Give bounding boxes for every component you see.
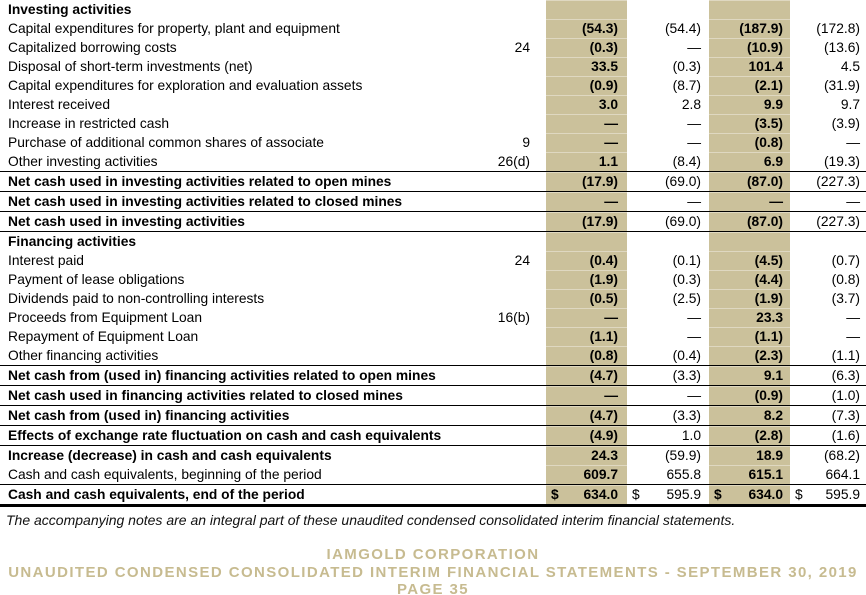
value-col1 [546, 0, 627, 19]
value-col1: — [546, 133, 627, 152]
note-reference [460, 465, 546, 485]
note-reference [460, 172, 546, 192]
value-col2: — [687, 116, 701, 131]
value-col1 [546, 232, 627, 252]
value-col1: (4.7) [546, 366, 627, 386]
value-col4: 9.7 [840, 97, 860, 112]
table-row [0, 95, 866, 114]
value-col3: 615.1 [709, 465, 790, 485]
value-col3: (87.0) [709, 212, 790, 232]
note-reference [460, 346, 546, 366]
value-col4: (7.3) [790, 406, 866, 426]
table-row [0, 446, 866, 466]
row-label: Interest paid [8, 253, 84, 268]
row-label: Cash and cash equivalents, end of the period [0, 485, 460, 506]
value-col4: (3.7) [831, 291, 860, 306]
table-row [0, 57, 866, 76]
table-row [0, 308, 866, 327]
value-col3: (0.8) [709, 133, 790, 152]
note-reference [460, 446, 546, 466]
money-cell [709, 485, 783, 504]
table-row [0, 426, 866, 446]
note-reference [460, 19, 546, 38]
value-col3: (10.9) [709, 38, 790, 57]
note-reference [460, 0, 546, 19]
note-reference [460, 95, 546, 114]
value-col2: 655.8 [666, 467, 701, 482]
value-col4: — [846, 310, 860, 325]
value-col4 [790, 0, 866, 19]
value-col2: (69.0) [627, 212, 709, 232]
value-col2: (69.0) [627, 172, 709, 192]
value-col3: — [709, 192, 790, 212]
value-col2: (54.4) [664, 21, 701, 36]
table-row [0, 270, 866, 289]
table-row [0, 114, 866, 133]
value-col2 [627, 232, 709, 252]
cell-value: 595.9 [666, 487, 701, 502]
value-col1: (54.3) [546, 19, 627, 38]
value-col1 [546, 485, 627, 506]
table-row [0, 172, 866, 192]
row-label: Increase (decrease) in cash and cash equivalents [0, 446, 460, 466]
value-col2: (0.3) [672, 272, 701, 287]
value-col1: (0.4) [546, 251, 627, 270]
value-col1: (0.9) [546, 76, 627, 95]
money-cell [627, 485, 701, 504]
value-col4: 4.5 [840, 59, 860, 74]
value-col4: — [846, 135, 860, 150]
table-row [0, 192, 866, 212]
document-footer [0, 546, 866, 595]
table-row [0, 76, 866, 95]
value-col2: — [687, 135, 701, 150]
value-col3: (4.5) [709, 251, 790, 270]
currency-symbol: $ [714, 487, 722, 502]
value-col1: (17.9) [546, 212, 627, 232]
value-col4: — [846, 329, 860, 344]
value-col2 [627, 485, 709, 506]
note-reference: 24 [514, 40, 530, 55]
value-col4: (6.3) [790, 366, 866, 386]
row-label: Dividends paid to non-controlling interests [8, 291, 265, 306]
value-col1: (0.5) [546, 289, 627, 308]
value-col2: (3.3) [627, 366, 709, 386]
value-col1: — [546, 386, 627, 406]
value-col4: (19.3) [823, 154, 860, 169]
value-col3: 18.9 [709, 446, 790, 466]
row-label: Net cash from (used in) financing activities [0, 406, 460, 426]
value-col4: 664.1 [825, 467, 860, 482]
cell-value: 634.0 [748, 487, 783, 502]
value-col2: — [627, 192, 709, 212]
footnote: The accompanying notes are an integral part of these unaudited condensed consolidated interim financial statements. [6, 512, 736, 528]
note-reference [460, 270, 546, 289]
value-col3: (4.4) [709, 270, 790, 289]
table-row [0, 485, 866, 506]
row-label: Effects of exchange rate fluctuation on cash and cash equivalents [0, 426, 460, 446]
value-col3: (1.1) [709, 327, 790, 346]
value-col3 [709, 232, 790, 252]
table-row [0, 212, 866, 232]
row-label: Net cash used in investing activities related to open mines [0, 172, 460, 192]
footer-title: UNAUDITED CONDENSED CONSOLIDATED INTERIM FINANCIAL STATEMENTS - SEPTEMBER 30, 2019 [8, 563, 858, 581]
table-row [0, 289, 866, 308]
row-label: Purchase of additional common shares of associate [8, 135, 324, 150]
value-col4: (68.2) [790, 446, 866, 466]
value-col1: 3.0 [546, 95, 627, 114]
currency-symbol: $ [551, 487, 559, 502]
value-col2: — [687, 310, 701, 325]
value-col4: (1.0) [790, 386, 866, 406]
value-col4: (172.8) [816, 21, 860, 36]
value-col4: (0.7) [831, 253, 860, 268]
value-col2: (0.1) [672, 253, 701, 268]
value-col2: 1.0 [627, 426, 709, 446]
table-row [0, 327, 866, 346]
value-col1: — [546, 192, 627, 212]
value-col1: — [546, 308, 627, 327]
table-row [0, 251, 866, 270]
value-col4: (0.8) [831, 272, 860, 287]
money-cell [546, 485, 618, 504]
value-col1: 24.3 [546, 446, 627, 466]
value-col3: (187.9) [709, 19, 790, 38]
table-row [0, 386, 866, 406]
value-col1: (4.7) [546, 406, 627, 426]
value-col2: (59.9) [627, 446, 709, 466]
value-col1: (0.8) [546, 346, 627, 366]
value-col4 [790, 485, 866, 506]
row-label: Capital expenditures for property, plant and equipment [8, 21, 340, 36]
value-col3 [709, 485, 790, 506]
currency-symbol: $ [795, 487, 803, 502]
row-label: Net cash from (used in) financing activities related to open mines [0, 366, 460, 386]
value-col2: — [687, 40, 701, 55]
note-reference [460, 114, 546, 133]
row-label: Investing activities [8, 2, 132, 17]
note-reference [460, 289, 546, 308]
note-reference [460, 426, 546, 446]
value-col3: (1.9) [709, 289, 790, 308]
value-col3: 23.3 [709, 308, 790, 327]
table-row [0, 152, 866, 172]
value-col4: (13.6) [823, 40, 860, 55]
value-col4: (3.9) [831, 116, 860, 131]
table-row [0, 38, 866, 57]
value-col1: (4.9) [546, 426, 627, 446]
value-col2: (2.5) [672, 291, 701, 306]
row-label: Capital expenditures for exploration and evaluation assets [8, 78, 363, 93]
value-col2: — [687, 329, 701, 344]
footer-company: IAMGOLD CORPORATION [326, 546, 540, 563]
value-col4 [790, 232, 866, 252]
row-label: Cash and cash equivalents, beginning of the period [8, 467, 322, 482]
row-label: Other investing activities [8, 154, 158, 169]
note-reference [460, 57, 546, 76]
cell-value: 634.0 [583, 487, 618, 502]
currency-symbol: $ [632, 487, 640, 502]
table-row [0, 232, 866, 252]
table-row [0, 465, 866, 485]
value-col3: (87.0) [709, 172, 790, 192]
note-reference: 16(b) [497, 310, 530, 325]
note-reference [460, 406, 546, 426]
note-reference [460, 366, 546, 386]
table-row [0, 133, 866, 152]
value-col1: 1.1 [546, 152, 627, 172]
note-reference [460, 212, 546, 232]
value-col4: (1.6) [790, 426, 866, 446]
row-label: Net cash used in investing activities [0, 212, 460, 232]
row-label: Net cash used in financing activities related to closed mines [0, 386, 460, 406]
value-col3: 8.2 [709, 406, 790, 426]
row-label: Proceeds from Equipment Loan [8, 310, 203, 325]
value-col2: (8.4) [672, 154, 701, 169]
value-col2: 2.8 [681, 97, 701, 112]
table-row [0, 19, 866, 38]
value-col2: (8.7) [672, 78, 701, 93]
value-col4: (31.9) [823, 78, 860, 93]
money-cell [790, 485, 860, 504]
value-col1: (0.3) [546, 38, 627, 57]
footer-page: PAGE 35 [396, 581, 470, 595]
value-col3: (2.1) [709, 76, 790, 95]
table-row [0, 346, 866, 366]
value-col4: (1.1) [831, 348, 860, 363]
note-reference: 9 [522, 135, 530, 150]
value-col1: 609.7 [546, 465, 627, 485]
value-col3: (0.9) [709, 386, 790, 406]
value-col3: (2.8) [709, 426, 790, 446]
value-col2: (0.3) [672, 59, 701, 74]
note-reference [460, 485, 546, 506]
value-col4: (227.3) [790, 212, 866, 232]
row-label: Net cash used in investing activities related to closed mines [0, 192, 460, 212]
note-reference: 24 [514, 253, 530, 268]
row-label: Payment of lease obligations [8, 272, 185, 287]
note-reference [460, 76, 546, 95]
value-col2 [627, 0, 709, 19]
row-label: Increase in restricted cash [8, 116, 170, 131]
value-col2: (0.4) [672, 348, 701, 363]
note-reference [460, 192, 546, 212]
value-col1: 33.5 [546, 57, 627, 76]
value-col1: (1.9) [546, 270, 627, 289]
row-label: Interest received [8, 97, 110, 112]
row-label: Other financing activities [8, 348, 159, 363]
value-col3 [709, 0, 790, 19]
value-col3: (2.3) [709, 346, 790, 366]
table-row [0, 406, 866, 426]
row-label: Capitalized borrowing costs [8, 40, 177, 55]
value-col2: (3.3) [627, 406, 709, 426]
note-reference: 26(d) [497, 154, 530, 169]
row-label: Financing activities [8, 234, 137, 249]
value-col3: 101.4 [709, 57, 790, 76]
value-col1: (1.1) [546, 327, 627, 346]
value-col4: (227.3) [790, 172, 866, 192]
value-col1: — [546, 114, 627, 133]
value-col3: 6.9 [709, 152, 790, 172]
row-label: Repayment of Equipment Loan [8, 329, 199, 344]
note-reference [460, 232, 546, 252]
value-col3: 9.1 [709, 366, 790, 386]
value-col2: — [627, 386, 709, 406]
value-col1: (17.9) [546, 172, 627, 192]
row-label: Disposal of short-term investments (net) [8, 59, 253, 74]
table-row [0, 366, 866, 386]
note-reference [460, 386, 546, 406]
value-col3: 9.9 [709, 95, 790, 114]
value-col3: (3.5) [709, 114, 790, 133]
value-col4: — [790, 192, 866, 212]
table-row [0, 0, 866, 19]
note-reference [460, 327, 546, 346]
cell-value: 595.9 [825, 487, 860, 502]
